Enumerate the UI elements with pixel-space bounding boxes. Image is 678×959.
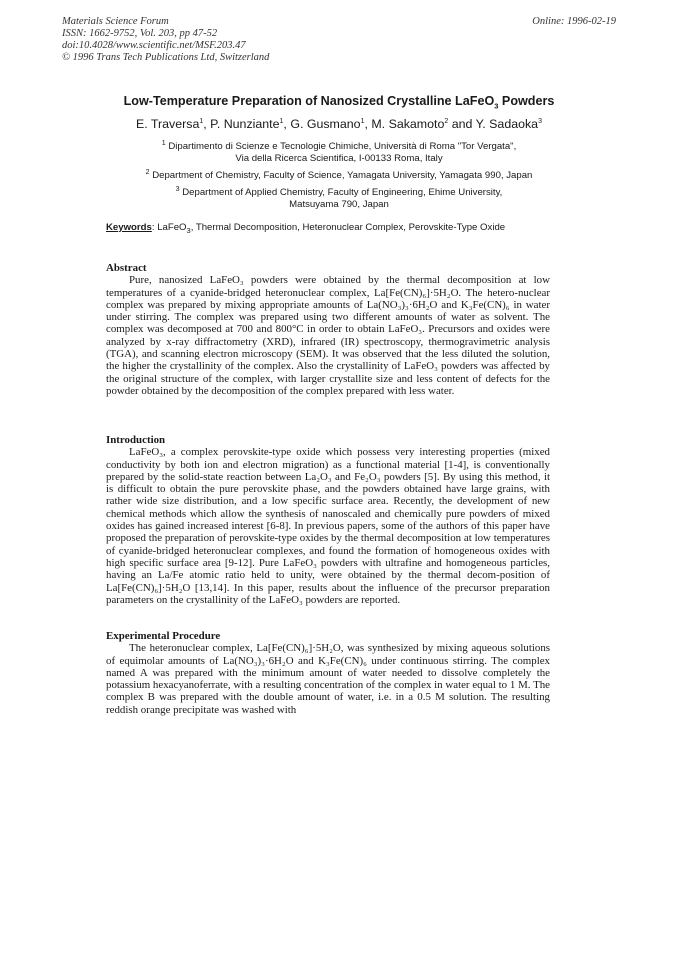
affiliation-2: $^2$ Department of Chemistry, Faculty of Science, Yamagata University, Yamagata 990, Japan [145, 168, 533, 181]
experimental-section [106, 630, 550, 716]
abstract-paragraph: Pure, nanosized LaFeO₃ powders were obtained by the thermal decomposition at low temperatures of a cyanide-bridged heteronuclear complex, La[Fe(CN)₆]·5H₂O. The hetero-nuclear complex was prepared by mixing appropriate amounts of La(NO₃)₃·6H₂O and K₃Fe(CN)₆ in water under stirring. The complex was prepared using two different amounts of water as solvent. The complex was decomposed at 700 and 800°C in order to obtain LaFeO₃. Precursors and oxides were analyzed by x-ray diffractometry (XRD), infrared (IR) spectroscopy, thermogravimetric analysis (TGA), and scanning electron microscopy (SEM). It was observed that the less diluted the solution, the higher the crystallinity of the complex. Also the crystallinity of LaFeO₃ powders was affected by the original structure of the complex, with larger crystallite size and less content of defects for the powder obtained by the decomposition of the complex prepared with less water. [106, 274, 550, 397]
paper-title [0, 94, 678, 111]
journal-name: Materials Science Forum [62, 16, 169, 27]
doi-line: doi:10.4028/www.scientific.net/MSF.203.47 [62, 40, 246, 51]
author-list [0, 117, 678, 131]
author: E. Traversa$^1$, [136, 117, 211, 131]
abstract-section [106, 262, 550, 397]
introduction-section [106, 434, 550, 606]
author: Y. Sadaoka$^3$ [475, 117, 542, 131]
journal-header [62, 16, 616, 64]
intro-paragraph: LaFeO₃, a complex perovskite-type oxide which possess very interesting properties (mixed conductivity by both ion and electron migration) as a functional material [1-4], is conventionally prepared by the solid-state reaction between La₂O₃ and Fe₂O₃ powders [5]. By using this method, it is difficult to obtain the pure perovskite phase, and the powders obtained have large grains, with rather wide size distribution, and a low specific surface area. Recently, the development of new chemical methods which allow the synthesis of nanoscaled and chemically pure powders of mixed oxides has gained increased interest [6-8]. In previous papers, some of the authors of this paper have proposed the preparation of perovskite-type oxides by the thermal decomposition at low temperatures of cyanide-bridged heteronuclear complexes, and found the formation of homogeneous oxides with high specific surface area [9-12]. Pure LaFeO₃ powders with ultrafine and homogeneous particles, having an La/Fe atomic ratio held to unity, were obtained by the thermal decom-position of La[Fe(CN)₆]·5H₂O [13,14]. In this paper, results about the influence of the precursor preparation parameters on the crystallinity of the LaFeO₃ powders are reported. [106, 446, 550, 606]
author: P. Nunziante$^1$, [210, 117, 291, 131]
title-end: Powders [498, 94, 555, 108]
title-text: Low-Temperature Preparation of Nanosized Crystalline LaFeO [123, 94, 495, 108]
copyright-line: © 1996 Trans Tech Publications Ltd, Switzerland [62, 52, 270, 63]
section-heading: Experimental Procedure [106, 630, 221, 642]
keywords-label: Keywords [106, 222, 152, 233]
affiliation-3: $^3$ Department of Applied Chemistry, Faculty of Engineering, Ehime University, Matsuyama 790, Japan [175, 185, 503, 210]
keywords-line: Keywords: LaFeO$_3$, Thermal Decomposition, Heteronuclear Complex, Perovskite-Type Oxide [106, 222, 506, 235]
author: G. Gusmano$^1$, [290, 117, 372, 131]
experimental-paragraph: The heteronuclear complex, La[Fe(CN)₆]·5H₂O, was synthesized by mixing aqueous solutions of equimolar amounts of La(NO₃)₃·6H₂O and K₃Fe(CN)₆ under continuous stirring. The complex named A was prepared with the minimum amount of water needed to dissolve completely the potassium hexacyanoferrate, with a resulting concentration of the complex in water equal to 1 M. The complex B was prepared with the double amount of water, i.e. in a 0.5 M solution. The resulting reddish orange precipitate was washed with [106, 642, 550, 716]
issn-line: ISSN: 1662-9752, Vol. 203, pp 47-52 [62, 28, 218, 39]
title-subscript: 3 [494, 101, 499, 111]
author: M. Sakamoto$^2$ and [371, 117, 476, 131]
section-heading: Introduction [106, 434, 166, 446]
section-heading: Abstract [106, 262, 147, 274]
online-date: Online: 1996-02-19 [532, 16, 616, 27]
affiliation-1: $^1$ Dipartimento di Scienze e Tecnologie Chimiche, Università di Roma "Tor Vergata", Via della Ricerca Scientifica, I-00133 Roma, Italy [161, 139, 517, 164]
